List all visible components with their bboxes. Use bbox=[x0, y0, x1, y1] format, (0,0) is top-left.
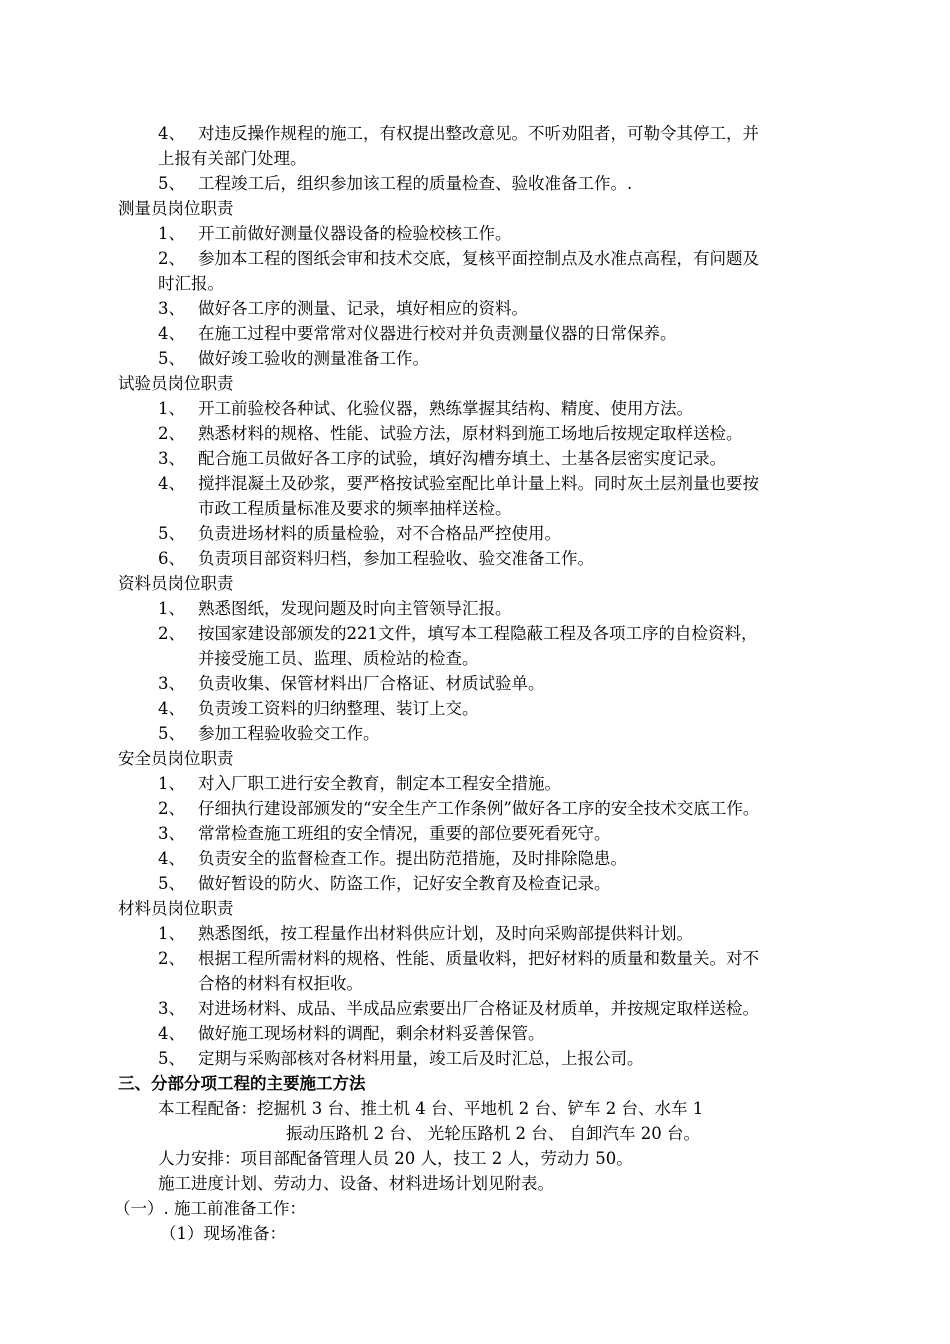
duty-item: 2、 根据工程所需材料的规格、性能、质量收料，把好材料的质量和数量关。对不 bbox=[158, 949, 759, 968]
duty-item: 5、 做好暂设的防火、防盗工作，记好安全教育及检查记录。 bbox=[158, 874, 611, 893]
duty-item: 1、 熟悉图纸，按工程量作出材料供应计划，及时向采购部提供料计划。 bbox=[158, 924, 693, 943]
schedule-note: 施工进度计划、劳动力、设备、材料进场计划见附表。 bbox=[158, 1174, 554, 1193]
duty-item: 3、 常常检查施工班组的安全情况，重要的部位要死看死守。 bbox=[158, 824, 611, 843]
duty-item-continuation: 合格的材料有权拒收。 bbox=[198, 974, 363, 993]
duty-item: 1、 熟悉图纸，发现问题及时向主管领导汇报。 bbox=[158, 599, 512, 618]
duty-item: 4、 搅拌混凝土及砂浆，要严格按试验室配比单计量上料。同时灰土层剂量也要按 bbox=[158, 474, 759, 493]
duty-item: 4、 做好施工现场材料的调配，剩余材料妥善保管。 bbox=[158, 1024, 545, 1043]
duty-item: 3、 负责收集、保管材料出厂合格证、材质试验单。 bbox=[158, 674, 545, 693]
section-heading-safety-officer: 安全员岗位职责 bbox=[118, 749, 234, 768]
duty-item: 6、 负责项目部资料归档，参加工程验收、验交准备工作。 bbox=[158, 549, 594, 568]
duty-item: 4、 在施工过程中要常常对仪器进行校对并负责测量仪器的日常保养。 bbox=[158, 324, 677, 343]
chapter-heading-construction-methods: 三、分部分项工程的主要施工方法 bbox=[118, 1074, 366, 1093]
duty-item: 5、 做好竣工验收的测量准备工作。 bbox=[158, 349, 429, 368]
duty-item-continuation: 市政工程质量标准及要求的频率抽样送检。 bbox=[198, 499, 512, 518]
duty-item: 2、 参加本工程的图纸会审和技术交底，复核平面控制点及水准点高程，有问题及 bbox=[158, 249, 759, 268]
duty-item: 3、 配合施工员做好各工序的试验，填好沟槽夯填土、土基各层密实度记录。 bbox=[158, 449, 726, 468]
duty-item: 3、 做好各工序的测量、记录，填好相应的资料。 bbox=[158, 299, 528, 318]
duty-item: 5、 工程竣工后，组织参加该工程的质量检查、验收准备工作。. bbox=[158, 174, 633, 193]
subsubsection-heading: （1）现场准备： bbox=[160, 1224, 286, 1243]
duty-item: 4、 负责竣工资料的归纳整理、装订上交。 bbox=[158, 699, 479, 718]
subsection-heading: （一）. 施工前准备工作： bbox=[114, 1199, 306, 1218]
duty-item: 5、 负责进场材料的质量检验，对不合格品严控使用。 bbox=[158, 524, 561, 543]
section-heading-materials-officer: 材料员岗位职责 bbox=[118, 899, 234, 918]
duty-item: 4、 对违反操作规程的施工，有权提出整改意见。不听劝阻者，可勒令其停工，并 bbox=[158, 124, 759, 143]
duty-item: 3、 对进场材料、成品、半成品应索要出厂合格证及材质单，并按规定取样送检。 bbox=[158, 999, 759, 1018]
section-heading-records-clerk: 资料员岗位职责 bbox=[118, 574, 234, 593]
duty-item: 1、 对入厂职工进行安全教育，制定本工程安全措施。 bbox=[158, 774, 561, 793]
duty-item: 2、 熟悉材料的规格、性能、试验方法，原材料到施工场地后按规定取样送检。 bbox=[158, 424, 743, 443]
section-heading-tester: 试验员岗位职责 bbox=[118, 374, 234, 393]
section-heading-surveyor: 测量员岗位职责 bbox=[118, 199, 234, 218]
duty-item-continuation: 时汇报。 bbox=[158, 274, 224, 293]
equipment-line-continuation: 振动压路机 2 台、 光轮压路机 2 台、 自卸汽车 20 台。 bbox=[286, 1124, 700, 1143]
duty-item: 5、 定期与采购部核对各材料用量，竣工后及时汇总，上报公司。 bbox=[158, 1049, 644, 1068]
duty-item: 2、 按国家建设部颁发的221文件，填写本工程隐蔽工程及各项工序的自检资料， bbox=[158, 624, 758, 643]
duty-item-continuation: 上报有关部门处理。 bbox=[158, 149, 307, 168]
manpower-line: 人力安排：项目部配备管理人员 20 人，技工 2 人，劳动力 50。 bbox=[158, 1149, 633, 1168]
duty-item: 2、 仔细执行建设部颁发的“安全生产工作条例”做好各工序的安全技术交底工作。 bbox=[158, 799, 760, 818]
equipment-line: 本工程配备：挖掘机 3 台、推土机 4 台、平地机 2 台、铲车 2 台、水车 1 bbox=[158, 1099, 704, 1118]
duty-item: 1、 开工前验校各种试、化验仪器，熟练掌握其结构、精度、使用方法。 bbox=[158, 399, 693, 418]
duty-item-continuation: 并接受施工员、监理、质检站的检查。 bbox=[198, 649, 479, 668]
duty-item: 1、 开工前做好测量仪器设备的检验校核工作。 bbox=[158, 224, 512, 243]
duty-item: 5、 参加工程验收验交工作。 bbox=[158, 724, 380, 743]
duty-item: 4、 负责安全的监督检查工作。提出防范措施，及时排除隐患。 bbox=[158, 849, 627, 868]
